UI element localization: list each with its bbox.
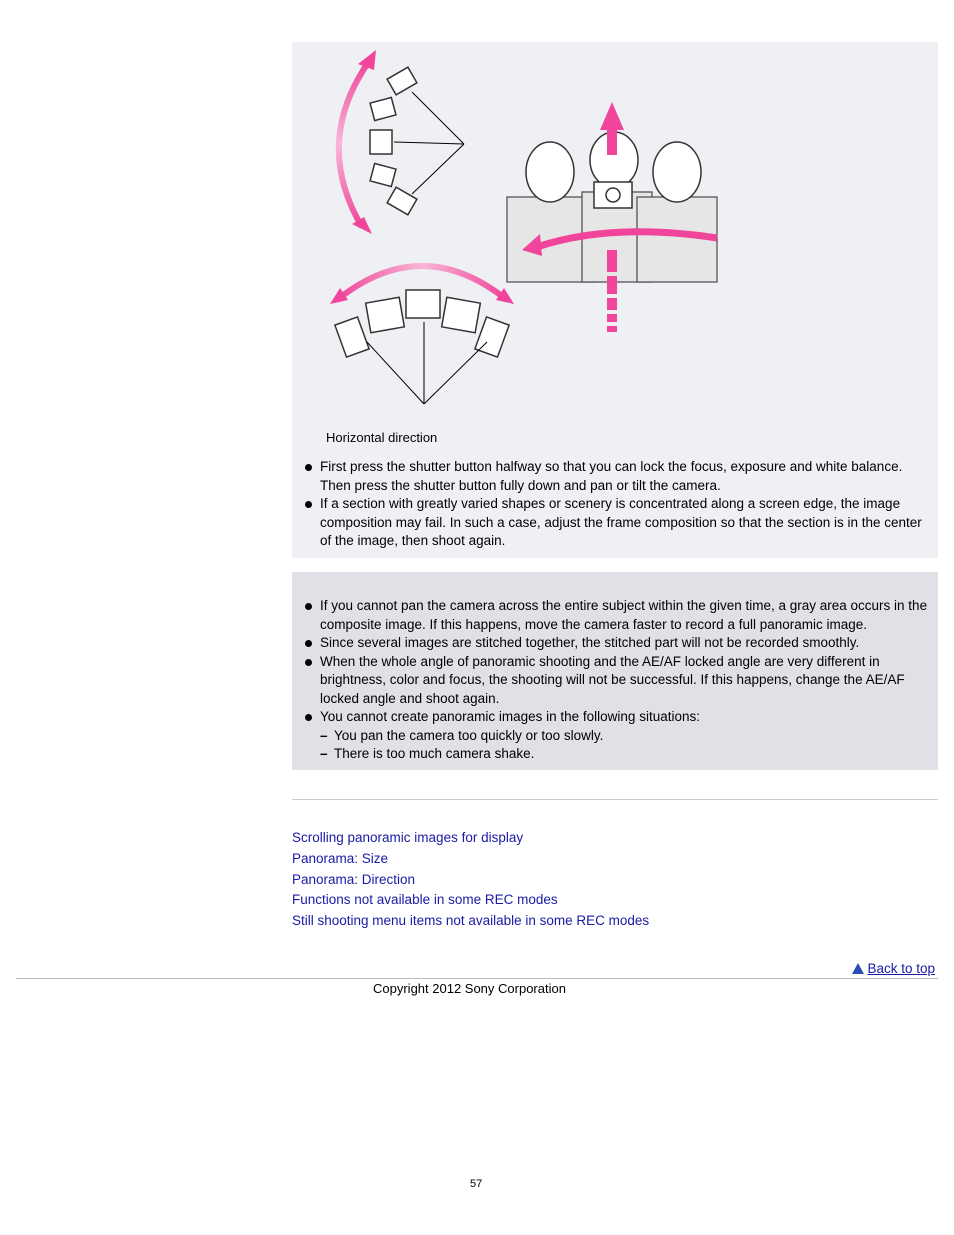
link-scrolling-panoramic-images[interactable]: Scrolling panoramic images for display [292, 830, 524, 845]
up-triangle-icon [852, 963, 864, 974]
section-divider [292, 799, 938, 800]
list-item: If a section with greatly varied shapes or scenery is concentrated along a screen edge, the image composition may fail. In such a case, adjust the frame composition so that the section is in the center of the image, then shoot again. [302, 495, 932, 551]
vertical-tilt-diagram [339, 50, 464, 234]
list-item: First press the shutter button halfway so that you can lock the focus, exposure and white balance. Then press the shutter button fully down and pan or tilt the camera. [302, 458, 932, 495]
list-item-text: You cannot create panoramic images in the following situations: [320, 709, 700, 724]
note-box [292, 572, 938, 770]
list-item: Since several images are stitched together, the stitched part will not be recorded smoothly. [302, 634, 932, 653]
footer-divider [16, 978, 938, 979]
link-menu-items-not-available[interactable]: Still shooting menu items not available in some REC modes [292, 913, 650, 929]
link-functions-not-available[interactable]: Functions not available in some REC modes [292, 892, 558, 908]
link-panorama-direction[interactable]: Panorama: Direction [292, 871, 416, 887]
person-rotation-diagram [507, 102, 717, 332]
sub-list-item: – There is too much camera shake. [320, 745, 932, 764]
list-item: If you cannot pan the camera across the entire subject within the given time, a gray area occurs in the composite image. If this happens, move the camera faster to record a full panoramic image. [302, 597, 932, 634]
note-bullet-list [302, 597, 932, 764]
horizontal-pan-diagram [330, 266, 514, 404]
related-links [292, 828, 649, 932]
back-to-top-link[interactable] [852, 961, 935, 976]
tip-box [292, 42, 938, 558]
page-number: 57 [470, 1178, 483, 1190]
list-item: When the whole angle of panoramic shooting and the AE/AF locked angle are very different in brightness, color and focus, the shooting will not be successful. If this happens, change the AE/AF locked angle and shoot again. [302, 653, 932, 709]
panorama-illustration [292, 42, 938, 462]
sub-bullet-list [320, 727, 932, 764]
list-item [302, 708, 932, 764]
copyright-text: Copyright 2012 Sony Corporation [373, 981, 566, 996]
illustration-caption: Horizontal direction [326, 430, 438, 445]
tip-bullet-list [302, 458, 932, 551]
back-to-top-label: Back to top [867, 961, 935, 976]
sub-list-item: – You pan the camera too quickly or too slowly. [320, 727, 932, 746]
link-panorama-size[interactable]: Panorama: Size [292, 850, 389, 866]
